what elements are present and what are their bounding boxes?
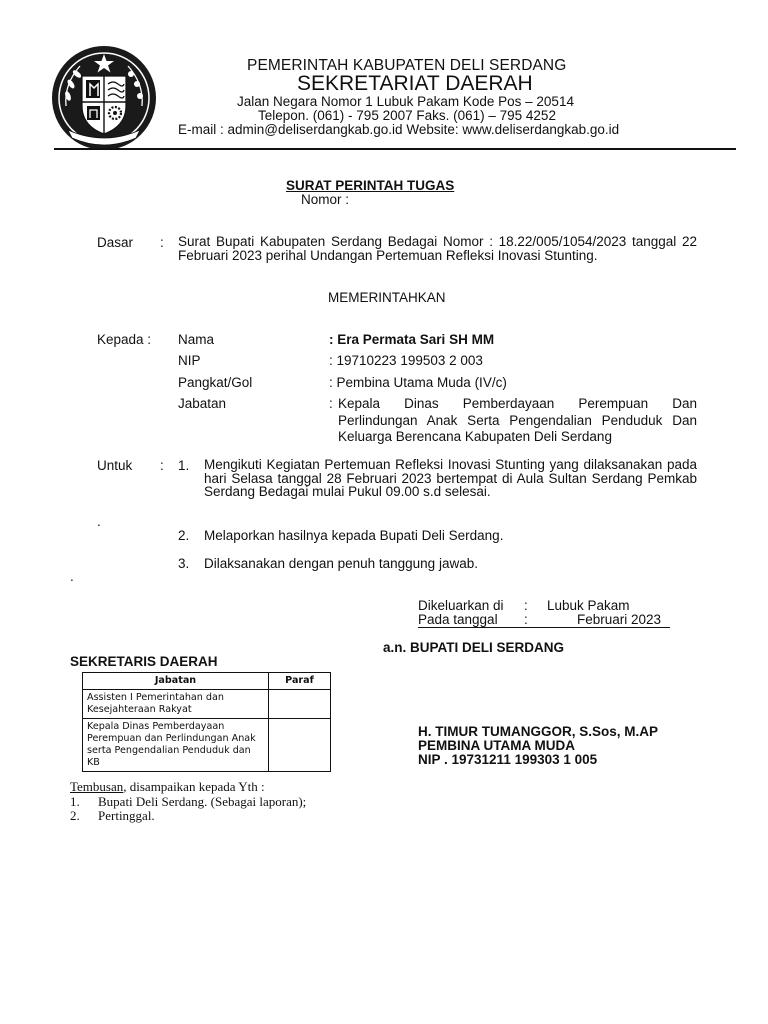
untuk-item-1-num: 1. <box>178 458 190 473</box>
paraf-table-header <box>83 673 331 690</box>
issued-date: Februari 2023 <box>577 612 662 627</box>
dasar-label: Dasar <box>97 235 134 250</box>
untuk-item-3-text: Dilaksanakan dengan penuh tanggung jawab. <box>204 556 478 571</box>
paraf-header: Paraf <box>269 673 331 690</box>
jabatan-field: Jabatan <box>178 396 227 411</box>
untuk-stray-dot: . <box>97 514 101 529</box>
pangkat-value: : Pembina Utama Muda (IV/c) <box>329 375 507 390</box>
regency-emblem-logo <box>50 44 158 152</box>
issued-place-label: Dikeluarkan di <box>418 598 504 613</box>
memerintahkan-heading: MEMERINTAHKAN <box>328 290 446 305</box>
stray-dot: . <box>70 569 74 584</box>
nama-value: : Era Permata Sari SH MM <box>329 332 495 347</box>
pangkat-field: Pangkat/Gol <box>178 375 253 390</box>
tembusan-item-2-num: 2. <box>70 808 80 823</box>
tembusan-item-1-num: 1. <box>70 794 80 809</box>
tembusan-item-2-text: Pertinggal. <box>98 808 155 823</box>
signatory-nip: NIP . 19731211 199303 1 005 <box>418 752 598 767</box>
signatory-rank: PEMBINA UTAMA MUDA <box>418 738 575 753</box>
letterhead-phone: Telepon. (061) - 795 2007 Faks. (061) – 795 4252 <box>258 108 556 123</box>
paraf-table <box>82 672 331 772</box>
table-row <box>83 719 331 772</box>
issued-place-colon: : <box>524 598 528 613</box>
untuk-item-2-text: Melaporkan hasilnya kepada Bupati Deli Serdang. <box>204 528 504 543</box>
tembusan-item-1-text: Bupati Deli Serdang. (Sebagai laporan); <box>98 794 307 809</box>
letterhead-address: Jalan Negara Nomor 1 Lubuk Pakam Kode Pos – 20514 <box>237 94 574 109</box>
issued-date-underline <box>418 627 670 628</box>
jabatan-colon: : <box>329 396 333 411</box>
jabatan-cell: Kepala Dinas Pemberdayaan Perempuan dan Perlindungan Anak serta Pengendalian Penduduk dan KB <box>83 719 269 772</box>
untuk-label: Untuk <box>97 458 133 473</box>
issued-place: Lubuk Pakam <box>547 598 630 613</box>
document-number: Nomor : <box>301 192 350 207</box>
letterhead-divider <box>54 148 736 150</box>
jabatan-value: Kepala Dinas Pemberdayaan Perempuan Dan Perlindungan Anak Serta Pengendalian Penduduk Dan Keluarga Berencana Kabupaten Deli Serdang <box>338 396 697 444</box>
tembusan-heading <box>70 779 265 795</box>
paraf-cell <box>269 719 331 772</box>
tembusan-suffix: , disampaikan kepada Yth : <box>123 779 265 794</box>
an-bupati: a.n. BUPATI DELI SERDANG <box>383 640 565 655</box>
jabatan-header: Jabatan <box>83 673 269 690</box>
issued-date-colon: : <box>524 612 528 627</box>
nama-field: Nama <box>178 332 215 347</box>
kepada-label: Kepada : <box>97 332 152 347</box>
jabatan-cell: Assisten I Pemerintahan dan Kesejahteraan Rakyat <box>83 690 269 719</box>
nip-value: : 19710223 199503 2 003 <box>329 353 483 368</box>
signatory-name: H. TIMUR TUMANGGOR, S.Sos, M.AP <box>418 724 659 739</box>
paraf-cell <box>269 690 331 719</box>
sekretaris-daerah-label: SEKRETARIS DAERAH <box>70 654 218 669</box>
org-name: PEMERINTAH KABUPATEN DELI SERDANG <box>247 57 567 74</box>
letterhead-contact: E-mail : admin@deliserdangkab.go.id Website: www.deliserdangkab.go.id <box>178 122 620 137</box>
untuk-item-2-num: 2. <box>178 528 190 543</box>
nip-field: NIP <box>178 353 201 368</box>
issued-date-label: Pada tanggal <box>418 612 498 627</box>
unit-name: SEKRETARIAT DAERAH <box>297 72 533 95</box>
document-title: SURAT PERINTAH TUGAS <box>286 178 455 193</box>
dasar-text: Surat Bupati Kabupaten Serdang Bedagai Nomor : 18.22/005/1054/2023 tanggal 22 Februari 2023 perihal Undangan Pertemuan Refleksi Inovasi Stunting. <box>178 234 697 263</box>
dasar-colon: : <box>160 235 164 250</box>
untuk-item-1-text: Mengikuti Kegiatan Pertemuan Refleksi Inovasi Stunting yang dilaksanakan pada hari Selasa tanggal 28 Februari 2023 bertempat di Aula Sultan Serdang Pemkab Serdang Bedagai mulai Pukul 09.00 s.d selesai. <box>204 457 697 499</box>
table-row <box>83 690 331 719</box>
tembusan-label: Tembusan <box>70 779 124 794</box>
untuk-colon: : <box>160 458 164 473</box>
untuk-item-3-num: 3. <box>178 556 190 571</box>
